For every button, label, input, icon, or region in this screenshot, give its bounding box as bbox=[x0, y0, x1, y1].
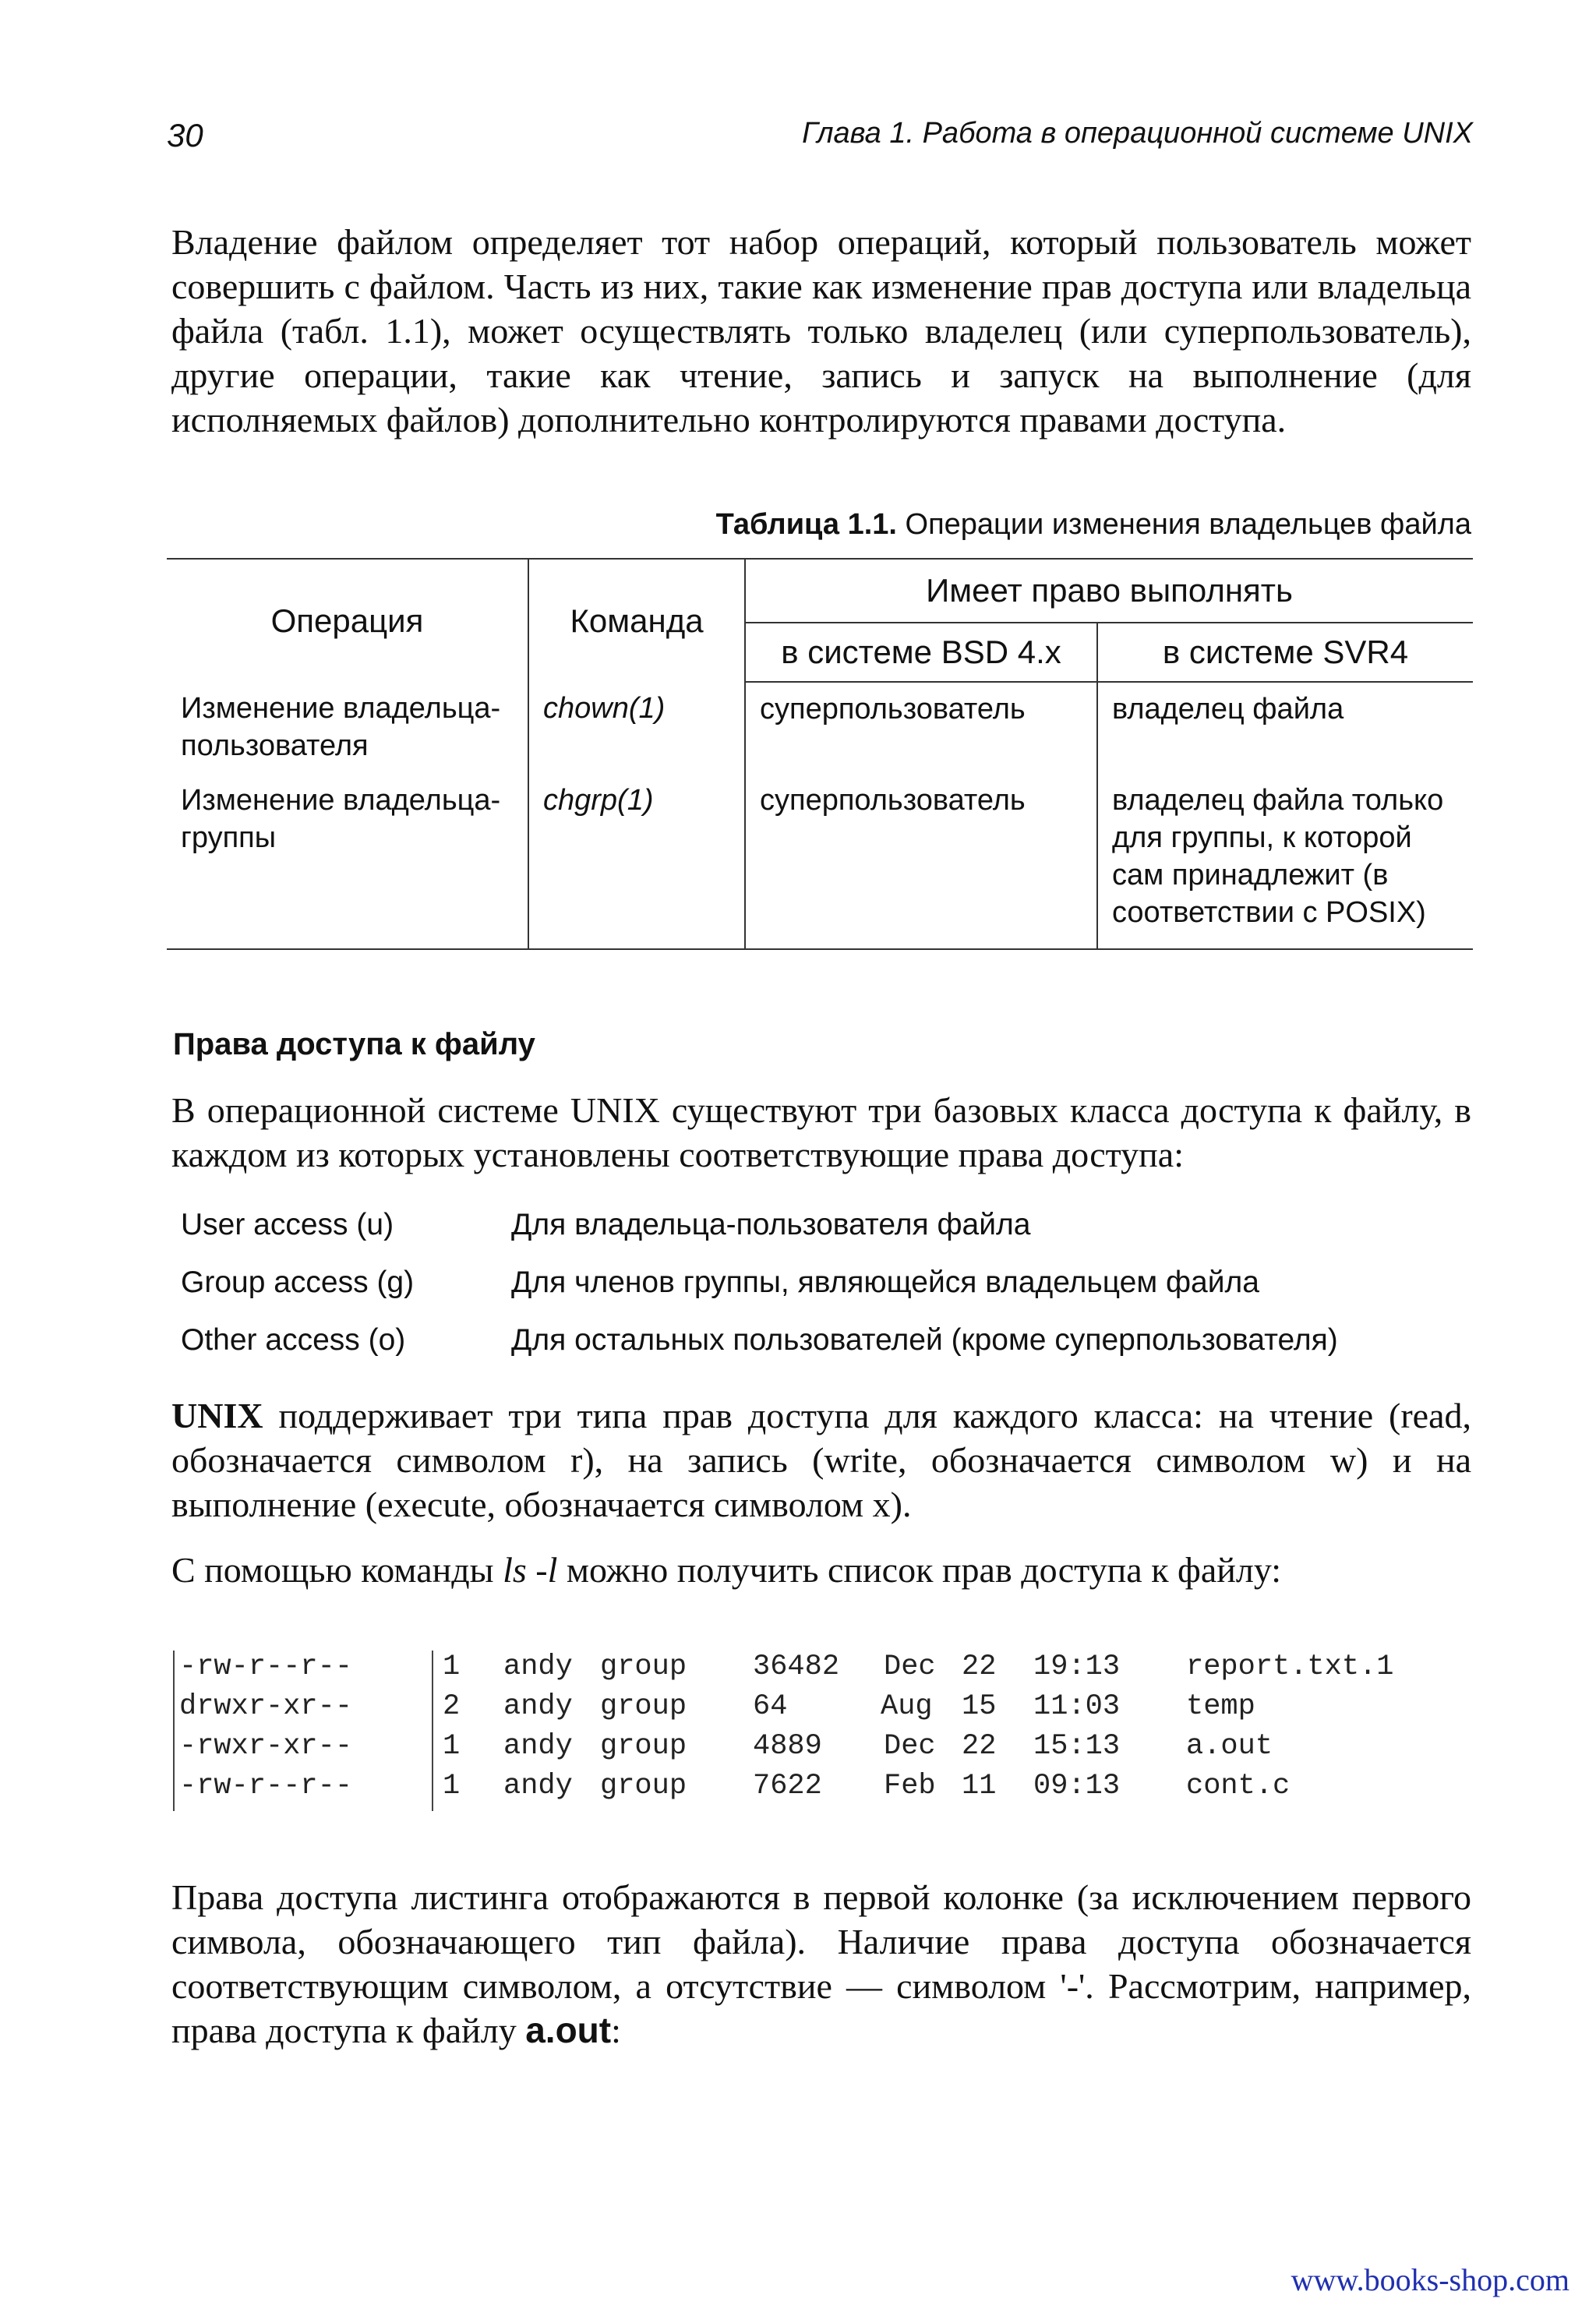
listing-perms: -rw-r--r-- bbox=[179, 1770, 353, 1802]
listing-time: 11:03 bbox=[1033, 1690, 1121, 1723]
listing-perms: -rw-r--r-- bbox=[179, 1651, 353, 1683]
header-operation: Операция bbox=[167, 559, 528, 682]
running-head: Глава 1. Работа в операционной системе UNIX bbox=[802, 117, 1473, 150]
access-paragraph: В операционной системе UNIX существуют три базовых класса доступа к файлу, в каждом из которых установлены соответствующие права доступа: bbox=[171, 1090, 1471, 1174]
access-class-description: Для членов группы, являющейся владельцем файла bbox=[511, 1266, 1259, 1299]
listing-day: 22 bbox=[962, 1651, 997, 1683]
outro-text: Права доступа листинга отображаются в первой колонке (за исключением первого символа, обозначающего тип файла). Наличие права доступа обозначается соответствующим символом, а отсутствие — символом '-'. Рассмотрим, например, права доступа к файлу bbox=[171, 1877, 1471, 2050]
watermark: www.books-shop.com bbox=[1291, 2262, 1570, 2297]
permission-types-paragraph bbox=[171, 1393, 1471, 1527]
table-caption-text: Операции изменения владельцев файла bbox=[905, 508, 1471, 541]
listing-links: 1 bbox=[443, 1730, 461, 1763]
table-row bbox=[167, 774, 1473, 949]
operations-table bbox=[167, 558, 1473, 950]
unix-term: UNIX bbox=[171, 1396, 263, 1435]
listing-owner: andy bbox=[503, 1651, 573, 1683]
cell-operation: Изменение владельца-пользователя bbox=[167, 682, 528, 774]
listing-group: group bbox=[600, 1651, 687, 1683]
listing-group: group bbox=[600, 1730, 687, 1763]
listing-column-rule bbox=[432, 1651, 433, 1811]
listing-day: 11 bbox=[962, 1770, 997, 1802]
ls-paragraph bbox=[171, 1548, 1471, 1592]
listing-time: 09:13 bbox=[1033, 1770, 1121, 1802]
table-caption bbox=[716, 508, 1471, 542]
listing-filename: temp bbox=[1186, 1690, 1255, 1723]
access-class-description: Для остальных пользователей (кроме суперпользователя) bbox=[511, 1323, 1338, 1357]
cell-bsd: суперпользователь bbox=[745, 774, 1097, 949]
cell-svr4: владелец файла только для группы, к которой сам принадлежит (в соответствии с POSIX) bbox=[1097, 774, 1473, 949]
listing-links: 1 bbox=[443, 1770, 461, 1802]
listing-month: Dec bbox=[884, 1651, 936, 1683]
page-number: 30 bbox=[167, 117, 203, 154]
listing-size: 7622 bbox=[753, 1770, 822, 1802]
outro-paragraph bbox=[171, 1875, 1471, 2053]
listing-time: 19:13 bbox=[1033, 1651, 1121, 1683]
listing-links: 1 bbox=[443, 1651, 461, 1683]
intro-paragraph: Владение файлом определяет тот набор операций, который пользователь может совершить с файлом. Часть из них, такие как изменение прав доступа или владельца файла (табл. 1.1), может осуществлять только владелец (или суперпользователь), другие операции, такие как чтение, запись и запуск на выполнение (для исполняемых файлов) дополнительно контролируются правами доступа. bbox=[171, 222, 1471, 440]
access-class-name: User access (u) bbox=[181, 1208, 394, 1241]
access-class-description: Для владельца-пользователя файла bbox=[511, 1208, 1031, 1241]
listing-size: 4889 bbox=[753, 1730, 822, 1763]
listing-month: Dec bbox=[884, 1730, 936, 1763]
cell-command: chown(1) bbox=[528, 682, 745, 774]
listing-time: 15:13 bbox=[1033, 1730, 1121, 1763]
listing-filename: report.txt.1 bbox=[1186, 1651, 1394, 1683]
listing-links: 2 bbox=[443, 1690, 461, 1723]
header-right: Имеет право выполнять bbox=[745, 559, 1473, 623]
table-caption-label: Таблица 1.1. bbox=[715, 508, 897, 541]
access-class-name: Other access (o) bbox=[181, 1323, 406, 1357]
listing-owner: andy bbox=[503, 1770, 573, 1802]
cell-bsd: суперпользователь bbox=[745, 682, 1097, 774]
listing-month: Feb bbox=[884, 1770, 936, 1802]
listing-perms: drwxr-xr-- bbox=[179, 1690, 353, 1723]
listing-filename: a.out bbox=[1186, 1730, 1273, 1763]
listing-size: 36482 bbox=[753, 1651, 840, 1683]
outro-filename: a.out bbox=[525, 2010, 612, 2050]
ls-text-before: С помощью команды bbox=[171, 1550, 503, 1590]
ls-text-after: можно получить список прав доступа к файлу: bbox=[557, 1550, 1282, 1590]
listing-owner: andy bbox=[503, 1690, 573, 1723]
listing-owner: andy bbox=[503, 1730, 573, 1763]
listing-group: group bbox=[600, 1690, 687, 1723]
listing-size: 64 bbox=[753, 1690, 788, 1723]
header-bsd: в системе BSD 4.x bbox=[745, 623, 1097, 682]
listing-day: 22 bbox=[962, 1730, 997, 1763]
cell-svr4: владелец файла bbox=[1112, 693, 1344, 726]
table-row bbox=[167, 682, 1473, 774]
listing-day: 15 bbox=[962, 1690, 997, 1723]
listing-left-rule bbox=[173, 1651, 175, 1811]
section-heading: Права доступа к файлу bbox=[173, 1027, 535, 1061]
listing-filename: cont.c bbox=[1186, 1770, 1291, 1802]
header-command: Команда bbox=[528, 559, 745, 682]
access-class-name: Group access (g) bbox=[181, 1266, 415, 1299]
cell-command: chgrp(1) bbox=[528, 774, 745, 949]
listing-group: group bbox=[600, 1770, 687, 1802]
listing-month: Aug bbox=[881, 1690, 933, 1723]
permission-types-text: поддерживает три типа прав доступа для каждого класса: на чтение (read, обозначается символом r), на запись (write, обозначается символом w) и на выполнение (execute, обозначается символом x). bbox=[171, 1396, 1471, 1524]
outro-end: : bbox=[611, 2011, 621, 2050]
ls-command: ls -l bbox=[503, 1550, 558, 1590]
cell-operation: Изменение владельца-группы bbox=[167, 774, 528, 949]
listing-perms: -rwxr-xr-- bbox=[179, 1730, 353, 1763]
header-svr4: в системе SVR4 bbox=[1097, 623, 1473, 682]
